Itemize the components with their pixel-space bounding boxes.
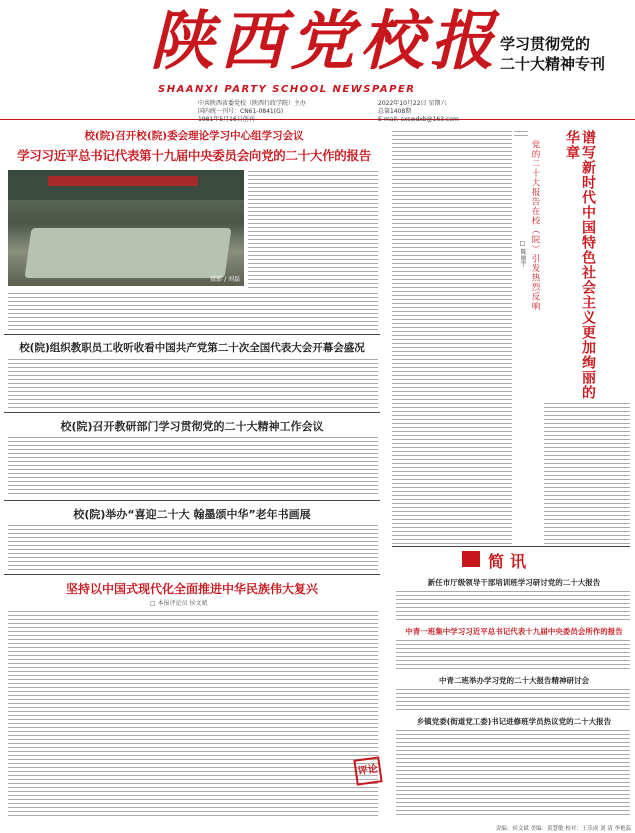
brief-1-headline: 新任市厅级领导干部培训班学习研讨党的二十大报告 xyxy=(427,578,601,587)
lead-body-bottom xyxy=(8,290,378,330)
footer-credits: 责编：侯文斌 美编：黄慧敏 校对：王乐成 刘 清 李艳蕊 xyxy=(495,826,631,832)
commentary-body xyxy=(8,608,378,818)
lead-body-right xyxy=(248,168,378,290)
brief-4-body xyxy=(396,727,630,815)
footer xyxy=(0,822,635,833)
story-1-headline: 校(院)组织教职员工收听收看中国共产党第二十次全国代表大会开幕会盛况 xyxy=(19,342,365,354)
commentary-headline: 坚持以中国式现代化全面推进中华民族伟大复兴 xyxy=(65,582,318,596)
feature-body-right xyxy=(544,400,630,546)
issue-date: 2022年10月22日 星期六 xyxy=(378,100,447,107)
brief-4-headline: 乡镇党委(街道党工委)书记进修班学员热议党的二十大报告 xyxy=(416,717,612,726)
lead-photo xyxy=(8,170,244,286)
feature-title: 谱写新时代中国特色社会主义更加绚丽的华章 xyxy=(564,130,596,400)
briefs-label: 简讯 xyxy=(488,552,533,571)
story-3-headline: 校(院)举办“喜迎二十大 翰墨颂中华”老年书画展 xyxy=(73,508,311,521)
special-line-1: 学习贯彻党的 xyxy=(500,35,591,53)
story-1-body xyxy=(8,356,378,408)
sponsor: 中共陕西省委党校（陕西行政学院）主办 xyxy=(198,100,307,107)
publication-left xyxy=(198,100,306,124)
contact-email: E-mail: sxswdxb@163.com xyxy=(378,116,459,123)
commentary-byline: □ 本报评论员 侯文斌 xyxy=(150,600,208,607)
brief-3-headline: 中青二班举办学习党的二十大报告精神研讨会 xyxy=(439,676,589,685)
founded: 1981年5月16日创刊 xyxy=(198,116,255,123)
story-2-headline: 校(院)召开教研部门学习贯彻党的二十大精神工作会议 xyxy=(60,420,324,433)
lead-kicker: 校(院)召开校(院)委会理论学习中心组学习会议 xyxy=(84,130,304,142)
masthead-english: SHAANXI PARTY SCHOOL NEWSPAPER xyxy=(158,84,416,95)
story-2-body xyxy=(8,434,378,496)
feature-subtitle: 党的二十大报告在校（院）引发热烈反响 xyxy=(530,140,540,311)
commentary-badge: 评论 xyxy=(353,756,382,785)
photo-caption: 摄影 / 刘磊 xyxy=(210,276,240,283)
brief-2-body xyxy=(396,637,630,671)
lead-story xyxy=(4,124,384,164)
feature-author: □ 陈丽宇 xyxy=(519,240,526,267)
issn: 国内统一刊号：CN61-0841(G) xyxy=(198,108,284,115)
lead-headline: 学习习近平总书记代表第十九届中央委员会向党的二十大作的报告 xyxy=(17,148,371,163)
feature-body-left xyxy=(392,128,512,546)
special-line-2: 二十大精神专刊 xyxy=(500,55,606,73)
masthead-title: 陕西党校报 xyxy=(150,4,500,79)
publication-right xyxy=(378,100,459,124)
special-edition-label xyxy=(500,34,630,74)
brief-2-headline: 中青一班集中学习习近平总书记代表十九届中央委员会所作的报告 xyxy=(405,627,623,636)
issue-number: 总第1408期 xyxy=(378,108,412,115)
brief-1-body xyxy=(396,588,630,622)
briefs-icon xyxy=(462,551,480,567)
brief-3-body xyxy=(396,686,630,712)
publication-info xyxy=(0,98,635,123)
story-3-body xyxy=(8,522,378,570)
